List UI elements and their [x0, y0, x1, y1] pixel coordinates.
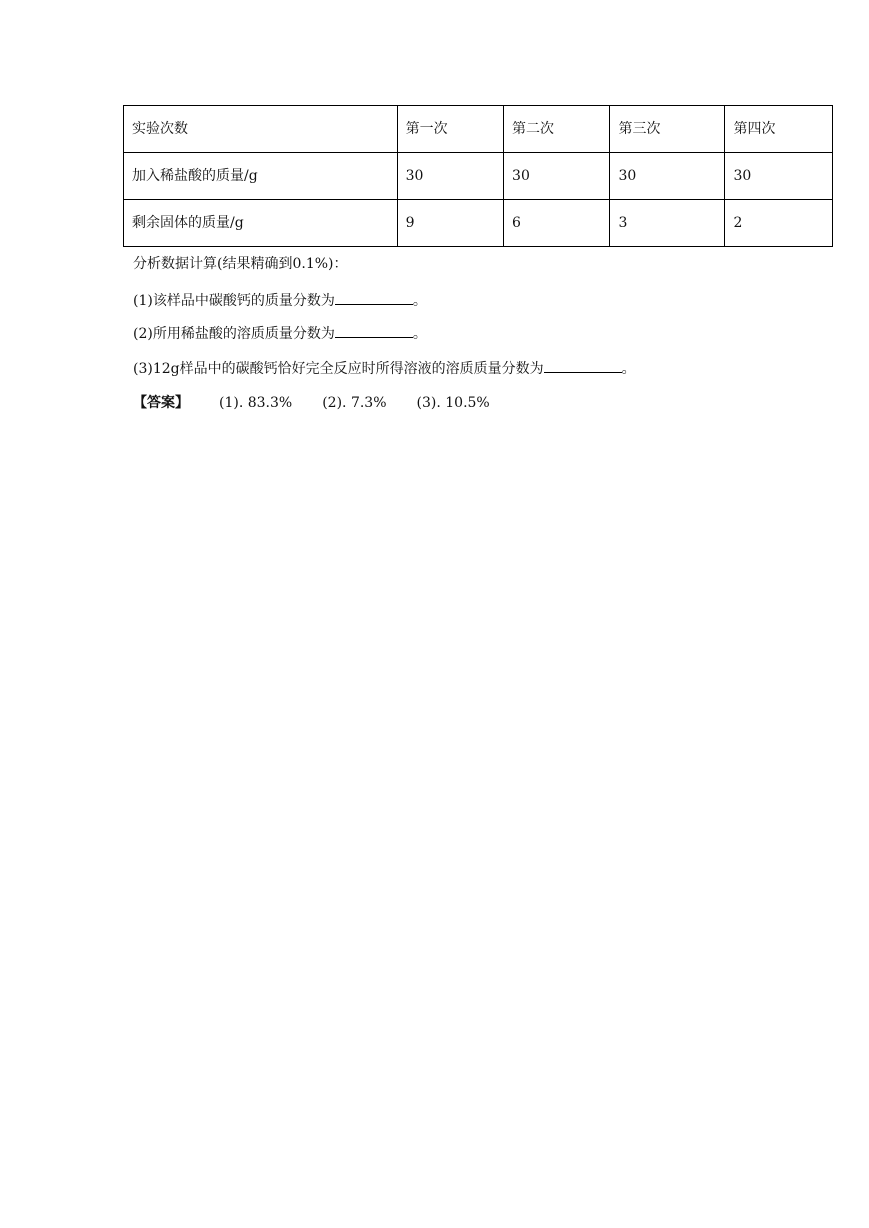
question-1 — [133, 291, 427, 310]
answer-blank — [544, 359, 622, 373]
answer-label: 【答案】 — [133, 395, 189, 411]
table-cell: 30 — [725, 153, 833, 200]
answer-item: (2). 7.3% — [322, 395, 387, 411]
experiment-data-table — [123, 105, 833, 247]
question-2 — [133, 324, 427, 343]
table-cell: 30 — [610, 153, 725, 200]
table-cell: 剩余固体的质量/g — [124, 200, 398, 247]
period: 。 — [412, 293, 427, 309]
table-cell: 实验次数 — [124, 106, 398, 153]
table-cell: 30 — [397, 153, 503, 200]
table-cell: 9 — [397, 200, 503, 247]
period: 。 — [412, 326, 427, 342]
answer-blank — [335, 291, 413, 305]
answer-row — [133, 394, 490, 412]
question-1-text: (1)该样品中碳酸钙的质量分数为 — [133, 293, 335, 309]
table-cell: 加入稀盐酸的质量/g — [124, 153, 398, 200]
table-cell: 第二次 — [504, 106, 610, 153]
table-cell: 第四次 — [725, 106, 833, 153]
question-2-text: (2)所用稀盐酸的溶质质量分数为 — [133, 326, 335, 342]
table-cell: 第一次 — [397, 106, 503, 153]
table-row — [124, 153, 833, 200]
table-cell: 3 — [610, 200, 725, 247]
question-3 — [133, 359, 636, 378]
answer-item: (3). 10.5% — [416, 395, 490, 411]
analysis-intro: 分析数据计算(结果精确到0.1%)： — [133, 256, 348, 272]
period: 。 — [621, 361, 636, 377]
table-row — [124, 200, 833, 247]
table-cell: 6 — [504, 200, 610, 247]
table-cell: 30 — [504, 153, 610, 200]
answer-blank — [335, 324, 413, 338]
answer-item: (1). 83.3% — [219, 395, 293, 411]
question-3-text: (3)12g样品中的碳酸钙恰好完全反应时所得溶液的溶质质量分数为 — [133, 361, 544, 377]
table-cell: 第三次 — [610, 106, 725, 153]
table-cell: 2 — [725, 200, 833, 247]
table-header-row — [124, 106, 833, 153]
